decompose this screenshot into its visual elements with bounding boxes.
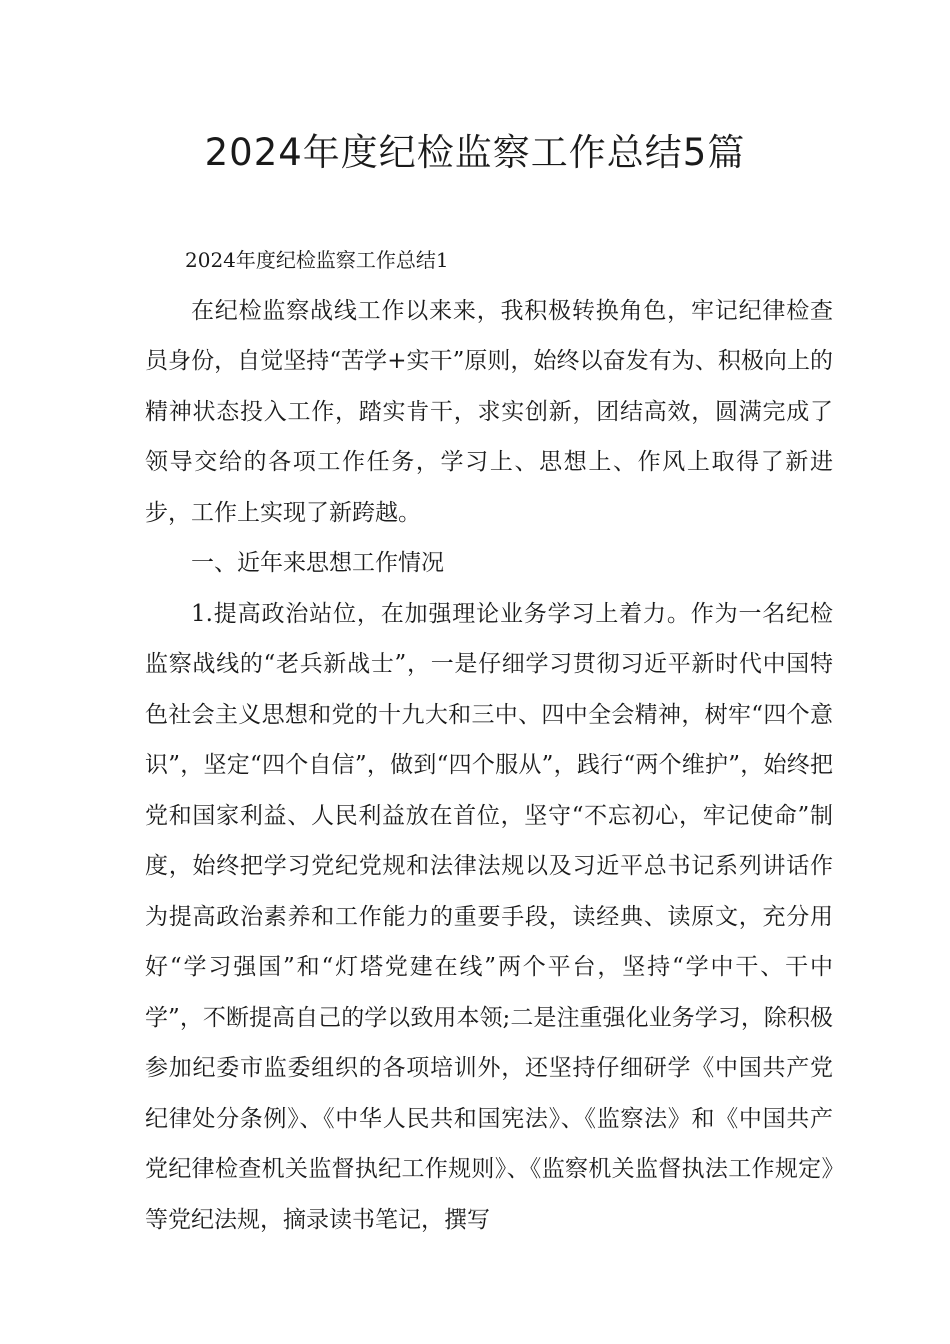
document-body bbox=[145, 235, 833, 1245]
section-subtitle: 2024年度纪检监察工作总结1 bbox=[185, 248, 449, 272]
paragraph-item-1: 1.提高政治站位，在加强理论业务学习上着力。作为一名纪检监察战线的“老兵新战士”，一是仔细学习贯彻习近平新时代中国特色社会主义思想和党的十九大和三中、四中全会精神，树牢“四个意识”，坚定“四个自信”，做到“四个服从”，践行“两个维护”，始终把党和国家利益、人民利益放在首位，坚守“不忘初心，牢记使命”制度，始终把学习党纪党规和法律法规以及习近平总书记系列讲话作为提高政治素养和工作能力的重要手段，读经典、读原文，充分用好“学习强国”和“灯塔党建在线”两个平台，坚持“学中干、干中学”，不断提高自己的学以致用本领;二是注重强化业务学习，除积极参加纪委市监委组织的各项培训外，还坚持仔细研学《中国共产党纪律处分条例》、《中华人民共和国宪法》、《监察法》和《中国共产党纪律检查机关监督执纪工作规则》、《监察机关监督执法工作规定》等党纪法规，摘录读书笔记，撰写 bbox=[145, 600, 833, 1233]
section-heading: 一、近年来思想工作情况 bbox=[191, 550, 444, 576]
paragraph-intro: 在纪检监察战线工作以来来，我积极转换角色，牢记纪律检查员身份，自觉坚持“苦学+实干”原则，始终以奋发有为、积极向上的精神状态投入工作，踏实肯干，求实创新，团结高效，圆满完成了领导交给的各项工作任务，学习上、思想上、作风上取得了新进步，工作上实现了新跨越。 bbox=[145, 297, 833, 526]
document-title: 2024年度纪检监察工作总结5篇 bbox=[204, 131, 746, 174]
